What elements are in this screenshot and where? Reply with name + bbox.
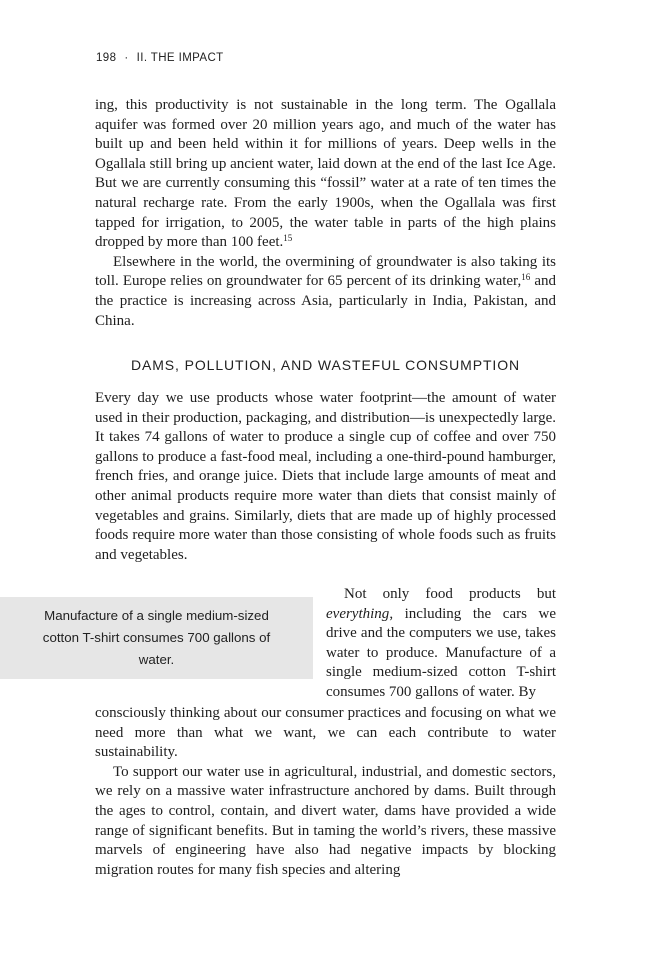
pull-quote-text: Manufacture of a single medium-sized cotton T-shirt consumes 700 gallons of water. bbox=[42, 608, 271, 667]
running-header bbox=[96, 52, 224, 64]
section-title: II. THE IMPACT bbox=[136, 52, 224, 64]
body-text-middle bbox=[95, 389, 556, 565]
paragraph-everything: Not only food products but everything, including the cars we drive and the computers we use, takes water to produce. Manufacture of a single medium-sized cotton T-shirt consumes 700 gallons of water. By bbox=[326, 586, 556, 700]
page-number: 198 bbox=[96, 52, 117, 64]
wrapped-text-column bbox=[326, 585, 556, 703]
header-separator: · bbox=[124, 52, 129, 64]
paragraph-ogallala: ing, this productivity is not sustainable in the long term. The Ogallala aquifer was formed over 20 million years ago, and much of the water has built up and been held within it for millions of years. Deep wells in the Ogallala still bring up ancient water, laid down at the end of the last Ice Age. But we are currently consuming this “fossil” water at a rate of ten times the natural recharge rate. From the early 1900s, when the Ogallala was first tapped for irrigation, to 2005, the water table in parts of the high plains dropped by more than 100 feet.$^{15}$ bbox=[95, 97, 556, 251]
footnote-ref: 15 bbox=[283, 233, 293, 244]
body-text-bottom bbox=[95, 704, 556, 880]
paragraph-dams: To support our water use in agricultural, industrial, and domestic sectors, we rely on a massive water infrastructure anchored by dams. Built through the ages to control, contain, and divert water, dams have provided a wide range of significant benefits. But in taming the world’s rivers, these massive marvels of engineering have also had negative impacts by blocking migration routes for many fish species and altering bbox=[95, 763, 556, 878]
pull-quote-box bbox=[0, 597, 313, 679]
footnote-ref: 16 bbox=[521, 272, 531, 283]
paragraph-everything-continued: consciously thinking about our consumer practices and focusing on what we need more than what we want, we can each contribute to water sustainability. bbox=[95, 705, 556, 761]
body-text-top bbox=[95, 96, 556, 331]
section-heading: DAMS, POLLUTION, AND WASTEFUL CONSUMPTION bbox=[130, 357, 520, 373]
paragraph-water-footprint: Every day we use products whose water footprint—the amount of water used in their production, packaging, and distribution—is unexpectedly large. It takes 74 gallons of water to produce a single cup of coffee and over 750 gallons to produce a fast-food meal, including a one-third-pound hamburger, french fries, and orange juice. Diets that include large amounts of meat and other animal products require more water than diets that consist mainly of vegetables and grains. Similarly, diets that are made up of highly processed foods require more water than those consisting of whole foods such as fruits and vegetables. bbox=[95, 390, 556, 563]
paragraph-elsewhere: Elsewhere in the world, the overmining of groundwater is also taking its toll. Europe relies on groundwater for 65 percent of its drinking water,$^{16}$ and the practice is increasing across Asia, particularly in India, Pakistan, and China. bbox=[95, 253, 556, 329]
